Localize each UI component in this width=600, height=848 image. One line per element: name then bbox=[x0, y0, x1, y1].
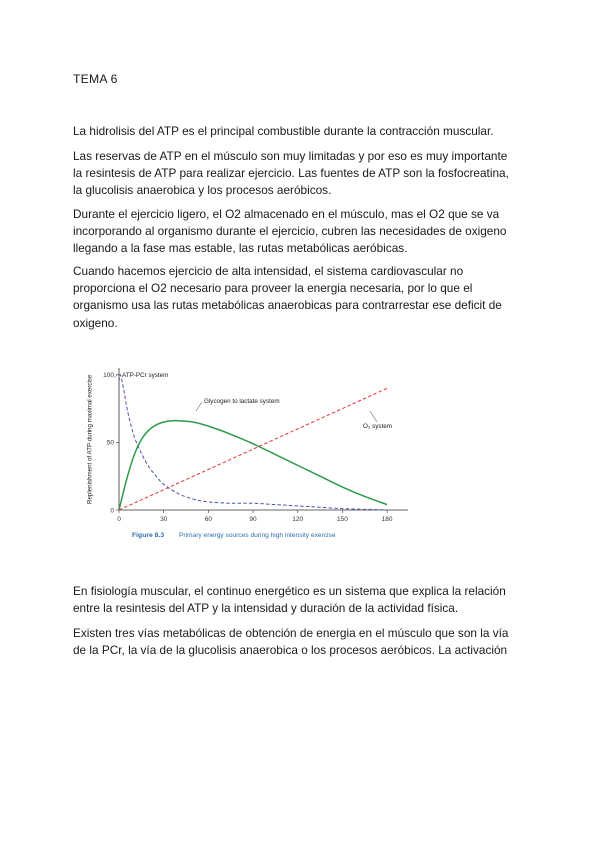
x-tick-label: 90 bbox=[249, 516, 257, 523]
energy-systems-figure bbox=[82, 356, 442, 546]
series-label-atp-pcr: ATP-PCr system bbox=[122, 372, 169, 379]
series-pointer-o2 bbox=[370, 411, 377, 422]
paragraph-light-exercise bbox=[73, 206, 533, 258]
text-line: incorporando al organismo durante el ejercicio, cubren las necesidades de oxigeno bbox=[73, 224, 507, 239]
chart-ticks bbox=[103, 372, 393, 523]
text-line: Cuando hacemos ejercicio de alta intensidad, el sistema cardiovascular no bbox=[73, 264, 464, 278]
x-tick-label: 180 bbox=[381, 516, 393, 523]
series-line-o2 bbox=[119, 388, 387, 510]
energy-systems-chart bbox=[82, 356, 442, 546]
text-line: La hidrolisis del ATP es el principal combustible durante la contracción muscular. bbox=[73, 124, 494, 138]
text-line: proporciona el O2 necesario para proveer la energia necesaria, por lo que el bbox=[73, 281, 473, 296]
paragraph-atp-reserves bbox=[73, 148, 533, 200]
y-tick-label: 50 bbox=[106, 439, 114, 447]
series-label-glycogen: Glycogen to lactate system bbox=[204, 398, 280, 405]
paragraph-atp-hydrolysis bbox=[73, 123, 533, 140]
figure-caption-number: Figure 8.3 bbox=[132, 532, 165, 539]
text-line: organismo usa las rutas metabólicas anaerobicas para contrarrestar ese deficit de bbox=[73, 298, 502, 313]
text-line: la resintesis de ATP para realizar ejercicio. Las fuentes de ATP son la fosfocreatina, bbox=[73, 166, 509, 181]
series-pointer-atp-pcr bbox=[114, 375, 117, 378]
figure-caption-text: Primary energy sources during high intensity exercise bbox=[179, 532, 336, 539]
text-line: Existen tres vías metabólicas de obtención de energia en el músculo que son la vía bbox=[73, 626, 509, 640]
x-tick-label: 120 bbox=[292, 516, 304, 523]
text-line: la glucolisis anaerobica y los procesos aeróbicos. bbox=[73, 183, 332, 198]
x-tick-label: 150 bbox=[336, 516, 348, 523]
x-tick-label: 60 bbox=[204, 516, 212, 523]
paragraph-high-intensity bbox=[73, 263, 533, 332]
text-line: Las reservas de ATP en el músculo son muy limitadas y por eso es muy importante bbox=[73, 149, 508, 163]
y-axis-label: Replenishment of ATP during maximal exercise bbox=[86, 374, 94, 504]
text-line: de la PCr, la vía de la glucolisis anaerobica o los procesos aeróbicos. La activación bbox=[73, 643, 508, 658]
series-pointer-glycogen bbox=[196, 402, 202, 411]
text-line: llegando a la fase mas estable, las rutas metabólicas aeróbicas. bbox=[73, 241, 408, 256]
text-line: entre la resintesis del ATP y la intensidad y duración de la actividad física. bbox=[73, 601, 459, 616]
text-line: En fisiología muscular, el continuo energético es un sistema que explica la relación bbox=[73, 584, 506, 598]
y-tick-label: 100 bbox=[103, 372, 114, 380]
x-tick-label: 0 bbox=[117, 516, 121, 523]
x-tick-label: 30 bbox=[160, 516, 168, 523]
chart-axes bbox=[119, 368, 408, 510]
series-label-o2: O₂ system bbox=[363, 423, 393, 430]
series-line-glycogen-lactate bbox=[119, 421, 387, 510]
paragraph-energy-continuum bbox=[73, 583, 533, 617]
chart-series bbox=[119, 375, 387, 510]
paragraph-metabolic-pathways bbox=[73, 625, 533, 659]
page-title: TEMA 6 bbox=[73, 72, 118, 86]
text-line: Durante el ejercicio ligero, el O2 almacenado en el músculo, mas el O2 que se va bbox=[73, 207, 500, 221]
y-tick-label: 0 bbox=[110, 507, 114, 515]
text-line: oxigeno. bbox=[73, 315, 118, 330]
